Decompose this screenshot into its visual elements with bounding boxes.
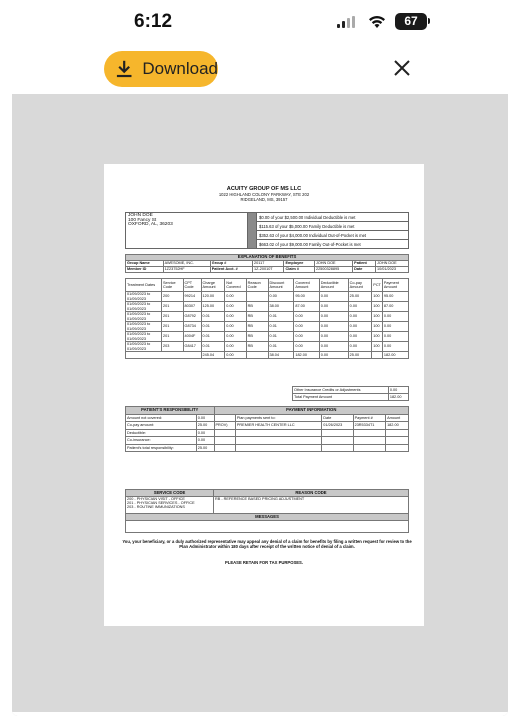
pay-cell [235,437,321,445]
claim-cell: 25.00 [348,292,372,302]
claim-cell: 0.01 [268,332,294,342]
eob-header-table [125,254,409,273]
claims-header: Deductible Amount [319,279,348,292]
claim-cell: 0.00 [319,342,348,352]
resp-label: Patient's total responsibility: [126,444,197,452]
status-bar [12,0,508,44]
home-indicator-bar [12,712,508,716]
claims-header: Co-pay Amount [348,279,372,292]
claim-cell: 0.00 [319,292,348,302]
eob-cell: Member ID [126,267,164,273]
patient-resp-title: PATIENT'S RESPONSIBILITY [126,407,215,415]
eob-cell: Group # [210,261,252,267]
claim-cell: 0.01 [201,322,225,332]
claim-cell: 0.00 [225,332,246,342]
messages-title-row [126,514,409,521]
eob-cell: 20117 [253,261,284,267]
claim-cell [126,352,202,359]
resp-title-row [126,407,409,415]
claim-cell: 0.01 [201,342,225,352]
resp-label: Co-insurance: [126,437,197,445]
claim-cell: 0.00 [294,332,319,342]
resp-row [126,437,409,445]
claim-cell [246,352,268,359]
signal-icon [337,16,355,28]
company-name: ACUITY GROUP OF MS LLC [226,186,302,192]
resp-value: 0.00 [196,437,214,445]
pay-cell [386,444,409,452]
claims-header: Covered Amount [294,279,319,292]
claim-cell: 0.00 [348,322,372,332]
claim-total: 25.00 [348,352,372,359]
phone-screen [12,0,508,716]
claim-totals-row [126,352,409,359]
claims-header: Treatment Dates [126,279,162,292]
messages-body-row [126,521,409,533]
claims-header-row [126,279,409,292]
deductible-line: $115.63 of your $5,000.00 Family Deductible is met [256,222,409,231]
claim-cell: 01/09/2023 to 01/09/2023 [126,332,162,342]
claim-cell: 0.00 [225,292,246,302]
claim-cell: 95.00 [382,292,408,302]
wifi-icon [368,13,386,29]
claim-cell: 0.00 [225,322,246,332]
claim-cell: 200 [162,292,184,302]
claim-cell: 0.01 [268,312,294,322]
claims-header: PCT [372,279,383,292]
deductible-summary [256,212,409,249]
service-code-list [126,497,214,514]
claim-row [126,302,409,312]
claim-cell: 0.00 [225,312,246,322]
claim-cell: 01/09/2023 to 01/09/2023 [126,312,162,322]
claims-table [125,278,409,359]
viewer-toolbar [12,44,508,94]
claim-cell: 100 [372,312,383,322]
claims-header: Charge Amount [201,279,225,292]
claim-cell: 01/09/2023 to 01/09/2023 [126,322,162,332]
claim-row [126,322,409,332]
resp-value: 0.00 [196,414,214,422]
claim-cell: 0.00 [348,342,372,352]
claim-cell: G8792 [183,312,201,322]
resp-row [126,429,409,437]
pay-cell [235,429,321,437]
claim-cell: 120.00 [201,292,225,302]
claim-total: 182.00 [294,352,319,359]
member-street: 100 Fancy St [128,217,157,223]
divider [248,212,256,249]
deductible-line: $352.63 of your $4,000.00 Individual Out-of-Pocket is met [256,231,409,240]
claim-cell: RB [246,332,268,342]
pay-cell [353,437,385,445]
other-credits-value: 0.00 [388,387,408,394]
retain-notice: PLEASE RETAIN FOR TAX PURPOSES. [224,560,304,565]
claim-cell: 100 [372,342,383,352]
claim-cell: 100 [372,332,383,342]
service-code-item: 200 - PHYSICIAN VISIT - OFFICE [127,497,185,501]
claim-cell: 0.00 [294,322,319,332]
claim-cell: 95.00 [294,292,319,302]
resp-label: Amount not covered: [126,414,197,422]
payment-summary [292,386,409,401]
claim-cell: 0.00 [294,342,319,352]
claim-cell: RB [246,322,268,332]
claim-cell: G8734 [183,322,201,332]
total-payment-label: Total Payment Amount [293,394,389,401]
eob-cell: Employee [284,261,314,267]
eob-cell: Patient [353,261,376,267]
claim-cell: 0.01 [268,322,294,332]
claim-cell: 201 [162,332,184,342]
claims-header: CPT Code [183,279,201,292]
resp-value: 25.00 [196,444,214,452]
claim-cell: 0.00 [268,292,294,302]
download-icon [116,59,132,79]
pay-cell [322,444,353,452]
eob-row [126,267,409,273]
appeal-notice: You, your beneficiary, or a duly authorized representative may appeal any denial of a claim for benefits by filing a written request for review to the Plan Administrator within 180 days after receipt of the written notice of denial of a claim. [122,539,412,549]
claim-row [126,292,409,302]
deductible-line: $663.02 of your $9,000.00 Family Out-of-Pocket is met [256,240,409,249]
claim-row [126,342,409,352]
claim-cell: 0.00 [225,302,246,312]
resp-row [126,444,409,452]
claim-cell: 01/09/2023 to 01/09/2023 [126,342,162,352]
reason-code-text: RB - REFERENCE BASED PRICING ADJUSTMENT [214,497,409,514]
eob-cell: Group Name [126,261,164,267]
claim-cell: 99214 [183,292,201,302]
company-address-2: RIDGELAND, MS, 39157 [240,197,288,202]
claim-row [126,312,409,322]
resp-value: 0.00 [196,429,214,437]
company-address-1: 1022 HIGHLAND COLONY PARKWAY, STE 202 [218,192,310,197]
eob-cell: AWESOME, INC. [163,261,210,267]
eob-cell: Claim # [284,267,314,273]
pay-cell [214,429,235,437]
claim-total: 0.00 [319,352,348,359]
claim-cell: 201 [162,322,184,332]
claim-cell [246,292,268,302]
eob-cell: JOHN DOE [314,261,352,267]
claim-cell: 0.00 [382,322,408,332]
claim-cell: 0.01 [268,342,294,352]
claim-cell: 4004F [183,332,201,342]
claim-cell: 0.00 [319,302,348,312]
claim-cell: 80307 [183,302,201,312]
claim-cell: 0.00 [319,322,348,332]
pay-cell [214,444,235,452]
claim-cell: 0.00 [382,332,408,342]
document-header [104,186,424,202]
eob-cell: 22500328895 [314,267,352,273]
claim-cell: 01/09/2023 to 01/09/2023 [126,292,162,302]
claim-cell: 0.00 [294,312,319,322]
messages-title: MESSAGES [126,514,409,521]
resp-label: Deductible: [126,429,197,437]
claim-cell: 201 [162,302,184,312]
claim-cell: 38.00 [268,302,294,312]
resp-label: Co-pay amount: [126,422,197,430]
claim-cell: 0.01 [201,312,225,322]
resp-row [126,414,409,422]
document-page [104,164,424,626]
pay-cell: 182.00 [386,422,409,430]
messages-body [126,521,409,533]
claims-header: Not Covered [225,279,246,292]
pay-header: Amount [386,414,409,422]
close-icon[interactable] [391,57,413,79]
codes-body-row [126,497,409,514]
battery-icon: 67 [395,13,427,30]
pay-cell [235,444,321,452]
total-payment-value: 182.00 [388,394,408,401]
claims-header: Reason Code [246,279,268,292]
claim-cell: 0.00 [382,312,408,322]
battery-nub [428,18,430,24]
pay-cell [386,429,409,437]
service-code-item: 201 - PHYSICIAN SERVICES - OFFICE [127,501,195,506]
claim-cell: 100 [372,302,383,312]
claim-cell: 0.00 [348,312,372,322]
claim-total: 245.04 [201,352,225,359]
pay-header [214,414,235,422]
eob-cell: JOHN DOE [375,261,408,267]
pay-cell [322,437,353,445]
service-code-title: SERVICE CODE [126,490,214,497]
total-row [293,394,409,401]
deductible-line: $0.00 of your $2,500.00 Individual Deductible is met [256,212,409,222]
status-time: 6:12 [134,11,173,32]
claim-cell: 201 [162,312,184,322]
member-city: OXFORD, AL, 36203 [128,222,173,228]
claim-cell: 100 [372,322,383,332]
eob-cell: 1Z-20010T [253,267,284,273]
pay-cell [353,429,385,437]
claim-cell: RB [246,342,268,352]
claim-cell: 0.00 [382,342,408,352]
claim-total: 0.00 [225,352,246,359]
resp-row [126,422,409,430]
eob-cell: 1Z23752HF [163,267,210,273]
claim-total: 38.04 [268,352,294,359]
claim-cell: 0.01 [201,332,225,342]
claims-header: Discount Amount [268,279,294,292]
claim-row [126,332,409,342]
eob-cell: Date [353,267,376,273]
other-credits-label: Other Insurance Credits or Adjustments [293,387,389,394]
pay-cell [322,429,353,437]
codes-table [125,489,409,533]
claim-cell: RB [246,302,268,312]
pay-cell: PREMIER HEALTH CENTER LLC [235,422,321,430]
reason-code-title: REASON CODE [214,490,409,497]
claim-cell: 0.00 [225,342,246,352]
pay-cell: 01/26/2023 [322,422,353,430]
codes-title-row [126,490,409,497]
claim-cell: G8417 [183,342,201,352]
pay-header: Plan payments sent to: [235,414,321,422]
eob-cell: 10/01/2023 [375,267,408,273]
responsibility-table [125,406,409,452]
pay-cell [214,437,235,445]
claims-header: Payment Amount [382,279,408,292]
claim-cell: 100 [372,292,383,302]
document-viewer[interactable] [12,94,508,716]
payment-info-title: PAYMENT INFORMATION [214,407,408,415]
pay-cell [353,444,385,452]
claim-cell [372,352,383,359]
pay-header: Date [322,414,353,422]
download-button[interactable] [104,51,218,87]
claim-cell: 0.00 [319,332,348,342]
claim-cell: 01/09/2023 to 01/09/2023 [126,302,162,312]
claim-cell: 203 [162,342,184,352]
claim-cell: 0.00 [348,332,372,342]
claim-cell: 87.00 [382,302,408,312]
claim-cell: 0.00 [319,312,348,322]
pay-header: Payment # [353,414,385,422]
claim-cell: 0.00 [348,302,372,312]
member-address [125,212,248,249]
credits-row [293,387,409,394]
claim-cell: RB [246,312,268,322]
claims-header: Service Code [162,279,184,292]
claim-cell: 87.00 [294,302,319,312]
member-summary [125,212,409,249]
pay-cell [386,437,409,445]
member-name: JOHN DOE [128,213,153,218]
pay-cell: PROV) [214,422,235,430]
eob-cell: Patient Acct. # [210,267,252,273]
claim-total: 182.00 [382,352,408,359]
pay-cell: 23R5334T1 [353,422,385,430]
resp-value: 25.00 [196,422,214,430]
claim-cell: 125.00 [201,302,225,312]
service-code-item: 203 - ROUTINE IMMUNIZATIONS [127,505,185,510]
download-label: Download [142,59,218,78]
eob-title: EXPLANATION OF BENEFITS [126,255,409,261]
